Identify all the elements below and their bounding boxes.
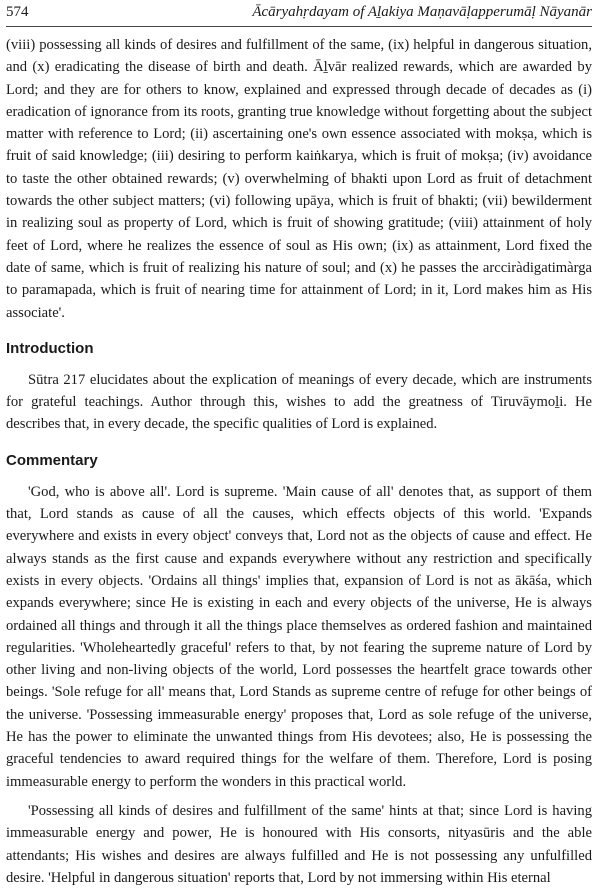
body-paragraph-2: Sūtra 217 elucidates about the explication of meanings of every decade, which are instruments for grateful teachings. Author through this, wishes to add the greatness of Tiruvāymoḻi. He describes that, in every decade, the specific qualities of Lord is explained. [6, 371, 592, 433]
page-body [6, 34, 592, 889]
page-header [6, 4, 592, 27]
section-heading-commentary: Commentary [6, 451, 98, 469]
body-paragraph-1: (viii) possessing all kinds of desires and fulfillment of the same, (ix) helpful in dangerous situation, and (x) eradicating the disease of birth and death. Āḻvār realized rewards, which are awarded by Lord; and they are for others to know, explained and expressed through decade of decades as (i) eradication of ignorance from its roots, granting true knowledge without forgetting about the subject matter with reference to Lord; (ii) ascertaining one's own essence associated with mokṣa, which is fruit of said knowledge; (iii) desiring to perform kaiṅkarya, which is fruit of mokṣa; (iv) avoidance to taste the other obtained rewards; (v) overwhelming of bhakti upon Lord as fruit of detachment towards the other subject matters; (vi) following upāya, which is fruit of bhakti; (vii) bewilderment in realizing soul as property of Lord, which is fruit of showing gratitude; (viii) attainment of holy feet of Lord, where he realizes the essence of soul as His own; (ix) as attainment, Lord fixed the date of same, which is fruit of realizing his nature of soul; and (x) he passes the arcciràdigatimàrga to paramapada, which is fruit of nearing time for attainment of Lord; in it, Lord makes him as His associate'. [6, 37, 592, 321]
running-title: Ācāryahṛdayam of Aḻakiya Maṇavāḷapperumāḷ Nāyanār [252, 4, 592, 20]
section-heading-introduction: Introduction [6, 339, 94, 357]
body-paragraph-3: 'God, who is above all'. Lord is supreme. 'Main cause of all' denotes that, as support of them that, Lord stands as cause of all the causes, which effects objects of this world. 'Expands everywhere and exists in every object' conveys that, Lord not as the objects of cause and effect. He always stands as the first cause and expands everywhere without any restriction and specifically exists in every objects. 'Ordains all things' implies that, expansion of Lord is not as ākāśa, which expands everywhere; since He is existing in each and every objects of the universe, He is always ordained all things and through it all the things place themselves as ordered fashion and maintained regularities. 'Wholeheartedly graceful' refers to that, by not fearing the supreme nature of Lord by other living and non-living objects of the world, Lord possesses the heartfelt grace towards other beings. 'Sole refuge for all' means that, Lord Stands as supreme centre of refuge for other beings of the universe. 'Possessing immeasurable energy' proposes that, Lord as sole refuge of the universe, He has the power to eliminate the unwanted things from His devotees; also, He is possessing the graceful tendencies to award required things for the welfare of them. Therefore, Lord is posing immeasurable energy to perform the wonders in this practical world. [6, 483, 592, 790]
body-paragraph-4: 'Possessing all kinds of desires and fulfillment of the same' hints at that; since Lord is having immeasurable energy and power, He is honoured with His consorts, nityasūris and the able attendants; His wishes and desires are always fulfilled and He is not possessing any unfulfilled desire. 'Helpful in dangerous situation' reports that, Lord by not immersing within His eternal [6, 802, 592, 886]
page-number: 574 [6, 4, 29, 20]
